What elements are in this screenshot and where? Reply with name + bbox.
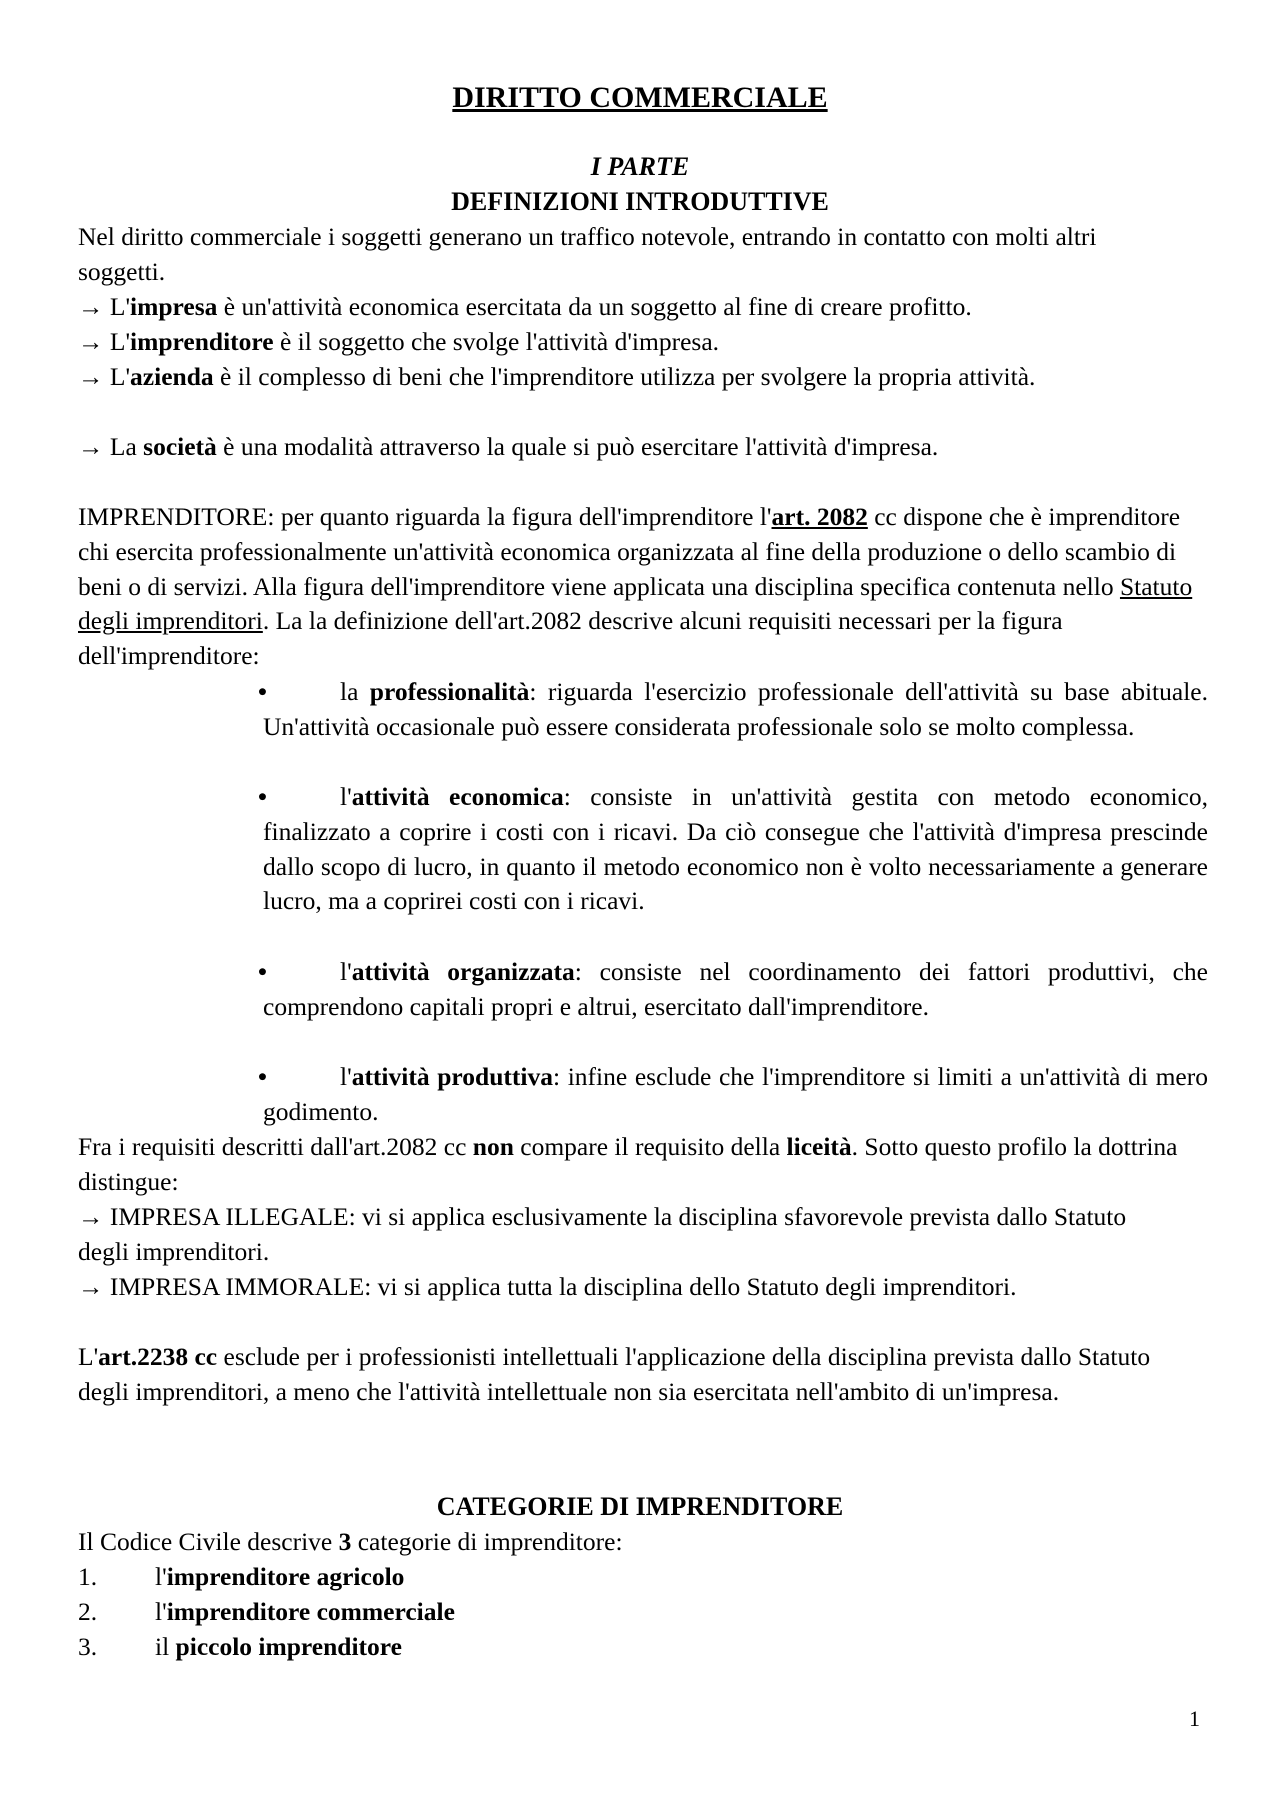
impresa-illegale: → IMPRESA ILLEGALE: vi si applica esclusivamente la disciplina sfavorevole prevista dallo Statuto degli imprenditori. (78, 1202, 1127, 1266)
part-heading: I PARTE (590, 152, 690, 181)
section-heading-definizioni: DEFINIZIONI INTRODUTTIVE (451, 187, 829, 216)
art-2082-reference: art. 2082 (771, 502, 868, 531)
category-item: il piccolo imprenditore (155, 1632, 402, 1661)
list-number: 1. (78, 1562, 98, 1591)
bullet-attivita-economica: l'attività economica: consiste in un'attività gestita con metodo economico, finalizzato a coprire i costi con i ricavi. Da ciò consegue che l'attività d'impresa prescinde dallo scopo di lucro, in quanto il metodo economico non è volto necessariamente a generare lucro, ma a coprirei costi con i ricavi. (263, 782, 1208, 916)
impresa-immorale: → IMPRESA IMMORALE: vi si applica tutta la disciplina dello Statuto degli imprenditori. (78, 1272, 1017, 1301)
document-title: DIRITTO COMMERCIALE (452, 81, 828, 114)
bullet-icon: • (258, 782, 267, 811)
categorie-intro: Il Codice Civile descrive 3 categorie di imprenditore: (78, 1527, 623, 1556)
category-item: l'imprenditore commerciale (155, 1597, 455, 1626)
art-2238-paragraph: L'art.2238 cc esclude per i professionisti intellettuali l'applicazione della disciplina prevista dallo Statuto degli imprenditori, a meno che l'attività intellettuale non sia esercitata nell'ambito di un'impresa. (78, 1342, 1151, 1406)
statuto-link: Statuto degli imprenditori (78, 571, 1193, 636)
intro-paragraph: Nel diritto commerciale i soggetti generano un traffico notevole, entrando in contatto con molti altri soggetti. (78, 222, 1097, 286)
bullet-icon: • (258, 677, 267, 706)
bullet-attivita-organizzata: l'attività organizzata: consiste nel coordinamento dei fattori produttivi, che comprendono capitali propri e altrui, esercitato dall'imprenditore. (263, 957, 1208, 1021)
list-number: 2. (78, 1597, 98, 1626)
bullet-icon: • (258, 957, 267, 986)
bullet-icon: • (258, 1062, 267, 1091)
definition-societa: → La società è una modalità attraverso la quale si può esercitare l'attività d'impresa. (78, 432, 939, 461)
bullet-attivita-produttiva: l'attività produttiva: infine esclude che l'imprenditore si limiti a un'attività di mero godimento. (263, 1062, 1208, 1126)
definition-imprenditore: → L'imprenditore è il soggetto che svolge l'attività d'impresa. (78, 327, 720, 356)
definition-azienda: → L'azienda è il complesso di beni che l'imprenditore utilizza per svolgere la propria attività. (78, 362, 1036, 391)
imprenditore-paragraph: IMPRENDITORE: per quanto riguarda la figura dell'imprenditore l'art. 2082 cc dispone che è imprenditore chi esercita professionalmente un'attività economica organizzata al fine della produzione o dello scambio di beni o di servizi. Alla figura dell'imprenditore viene applicata una disciplina specifica contenuta nello Statuto degli imprenditori. La la definizione dell'art.2082 descrive alcuni requisiti necessari per la figura dell'imprenditore: (78, 502, 1193, 671)
bullet-professionalita: la professionalità: riguarda l'esercizio professionale dell'attività su base abituale. Un'attività occasionale può essere considerata professionale solo se molto complessa. (263, 677, 1208, 741)
list-number: 3. (78, 1632, 98, 1661)
category-item: l'imprenditore agricolo (155, 1562, 405, 1591)
section-heading-categorie: CATEGORIE DI IMPRENDITORE (436, 1492, 844, 1521)
page-number: 1 (1189, 1706, 1200, 1731)
definition-impresa: → L'impresa è un'attività economica esercitata da un soggetto al fine di creare profitto. (78, 292, 972, 321)
requisiti-paragraph: Fra i requisiti descritti dall'art.2082 cc non compare il requisito della liceità. Sotto questo profilo la dottrina distingue: (78, 1132, 1178, 1196)
